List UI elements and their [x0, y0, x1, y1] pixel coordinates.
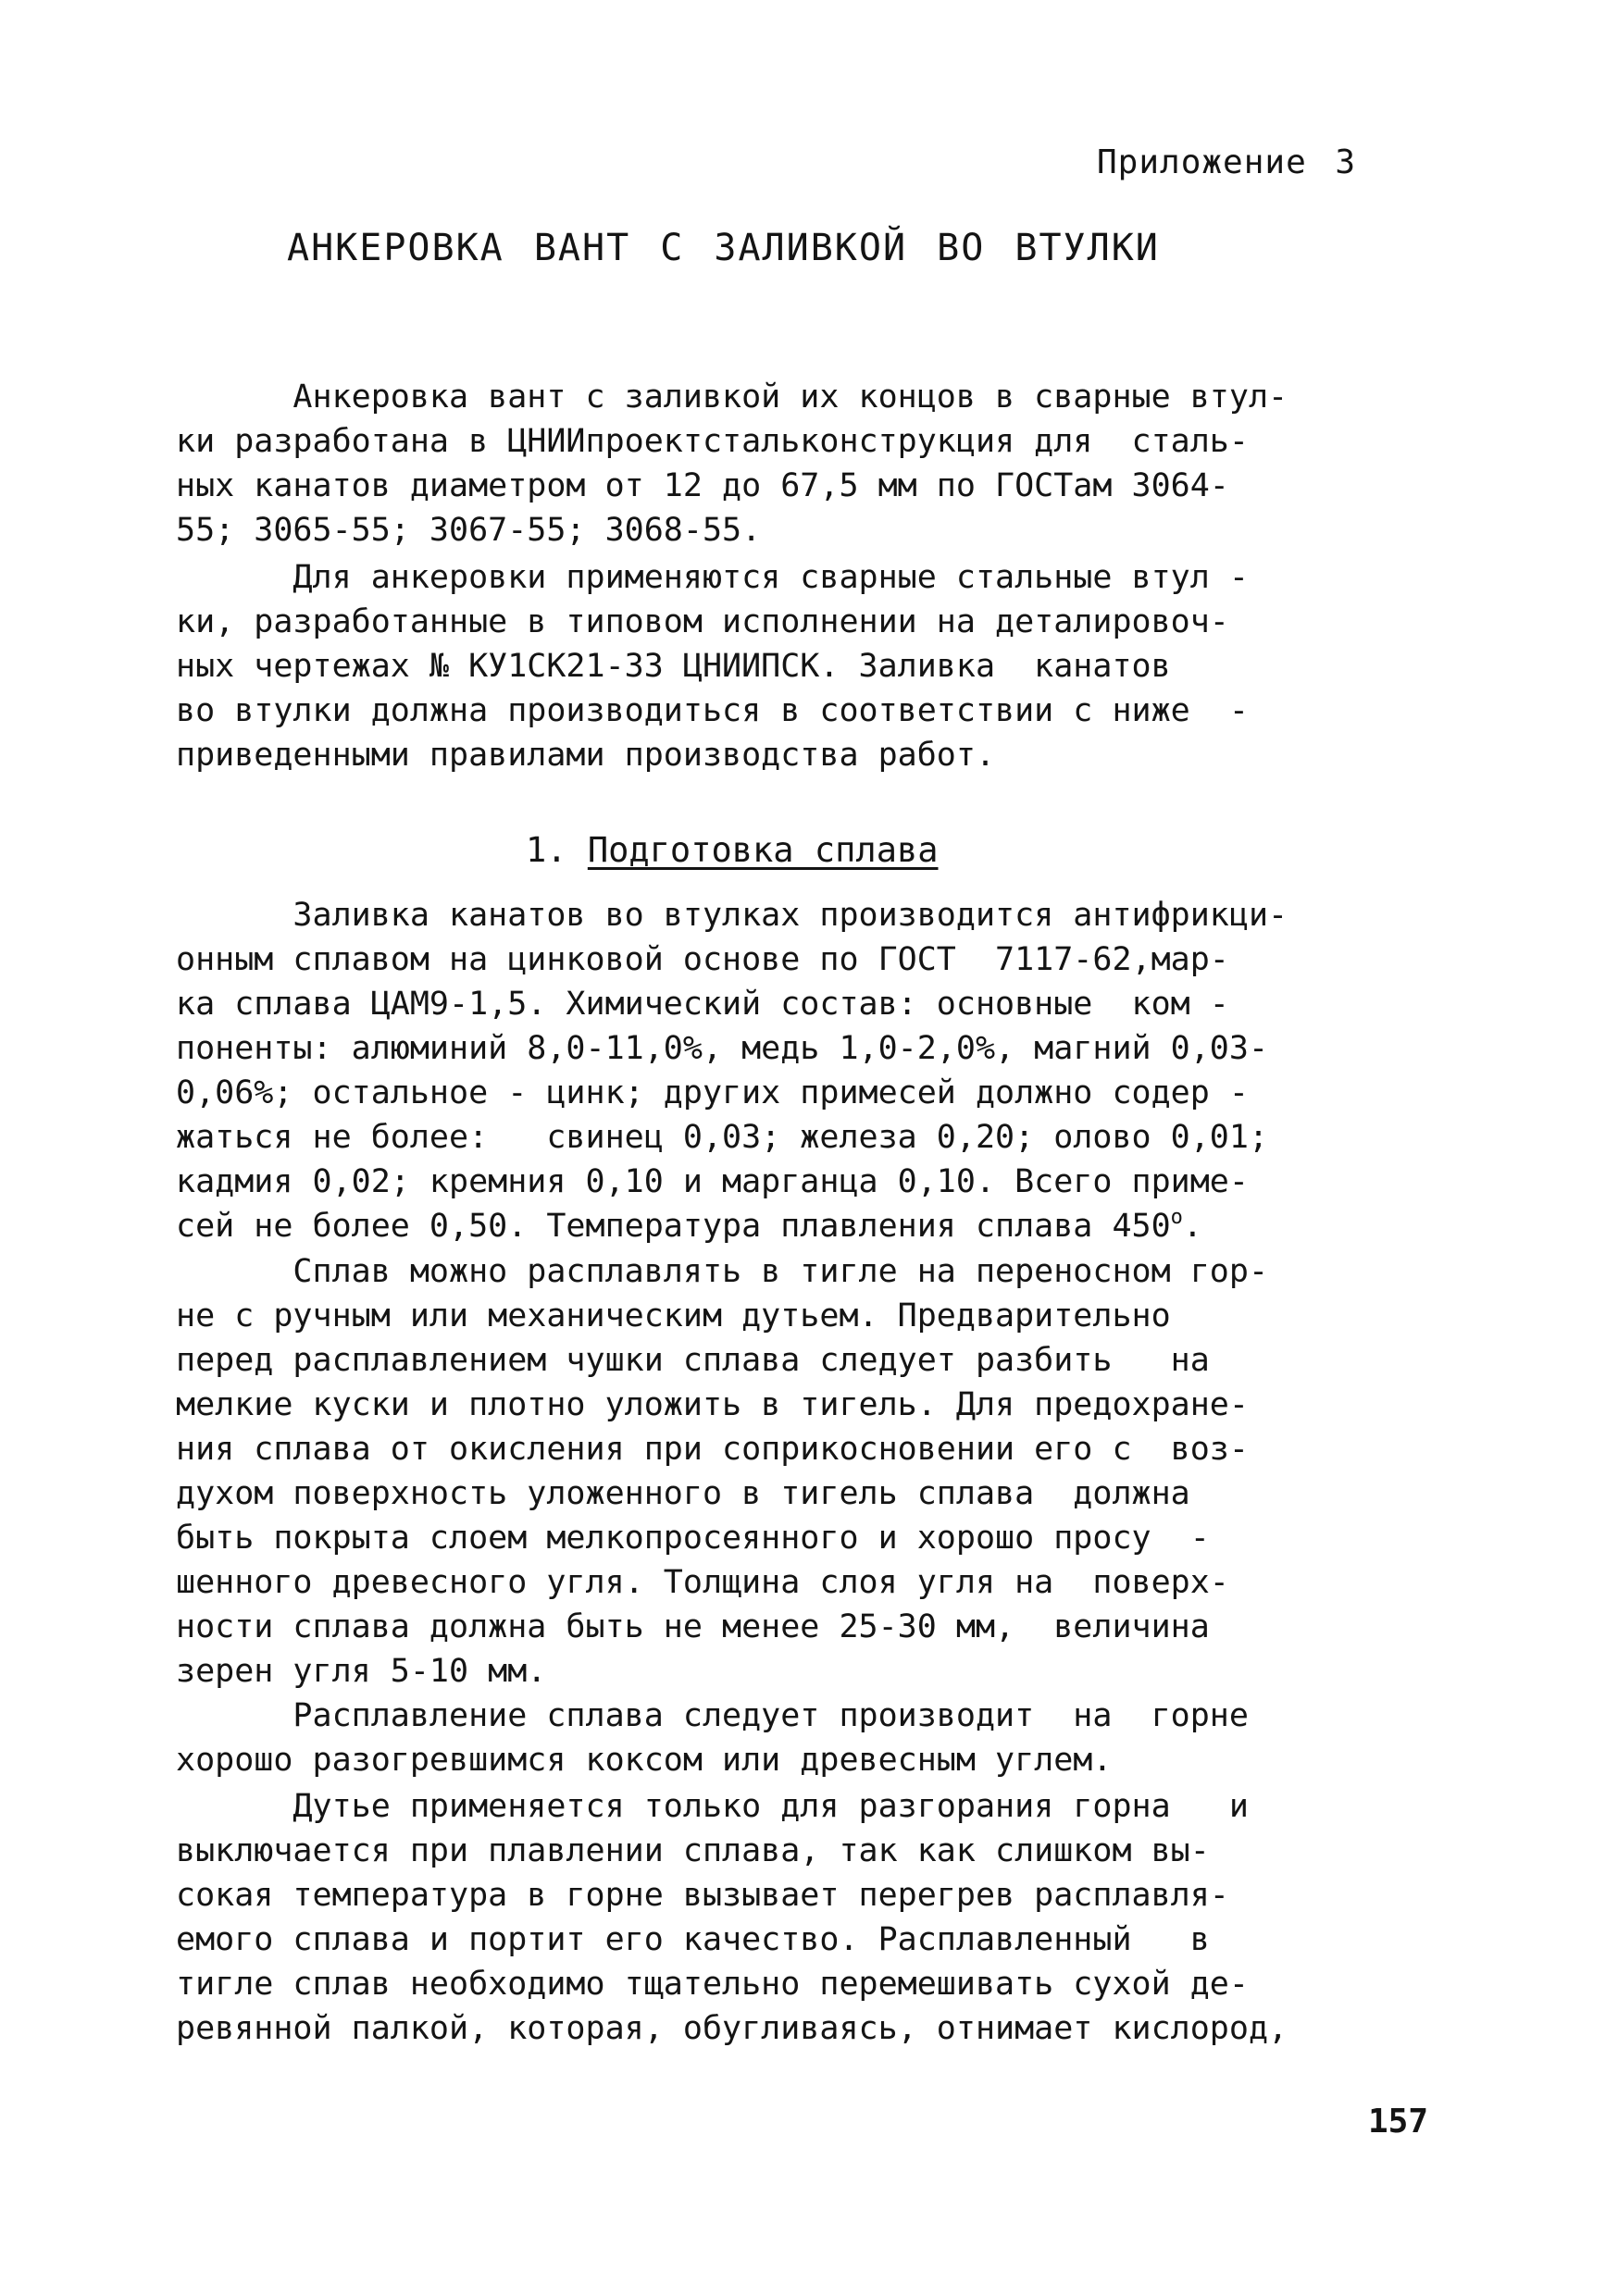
- melting-temperature-text: сей не более 0,50. Температура плавления сплава 450: [176, 1208, 1171, 1245]
- text-line: ревянной палкой, которая, обугливаясь, отнимает кислород,: [176, 2010, 1288, 2047]
- text-line: поненты: алюминий 8,0-11,0%, медь 1,0-2,0%, магний 0,03-: [176, 1030, 1269, 1067]
- text-line: Заливка канатов во втулках производится антифрикци-: [176, 897, 1288, 934]
- section-paragraph-4: [176, 1784, 1453, 2051]
- text-line: 0,06%; остальное - цинк; других примесей должно содер -: [176, 1074, 1249, 1111]
- text-line: емого сплава и портит его качество. Расплавленный в: [176, 1921, 1210, 1958]
- intro-paragraph-2: [176, 555, 1453, 777]
- text-line: Расплавление сплава следует производит на горне: [176, 1697, 1249, 1734]
- section-title: Подготовка сплава: [587, 830, 939, 870]
- text-line: быть покрыта слоем мелкопросеянного и хорошо просу -: [176, 1520, 1210, 1557]
- text-line: ки разработана в ЦНИИпроектстальконструкция для сталь-: [176, 423, 1249, 460]
- text-line: жаться не более: свинец 0,03; железа 0,20; олово 0,01;: [176, 1119, 1269, 1156]
- text-line: приведенными правилами производства работ.: [176, 737, 996, 774]
- text-line: перед расплавлением чушки сплава следует разбить на: [176, 1342, 1210, 1379]
- section-paragraph-3: [176, 1694, 1453, 1782]
- text-line: духом поверхность уложенного в тигель сплава должна: [176, 1475, 1190, 1512]
- text-line: шенного древесного угля. Толщина слоя угля на поверх-: [176, 1564, 1229, 1601]
- text-line: хорошо разогревшимся коксом или древесным углем.: [176, 1742, 1113, 1779]
- degree-sign: о: [1170, 1206, 1183, 1229]
- text-line: [176, 1204, 1453, 1248]
- text-line: ности сплава должна быть не менее 25-30 мм, величина: [176, 1608, 1210, 1645]
- document-title: АНКЕРОВКА ВАНТ С ЗАЛИВКОЙ ВО ВТУЛКИ: [287, 227, 1160, 269]
- text-line: ных чертежах № КУ1СК21-33 ЦНИИПСК. Заливка канатов: [176, 648, 1171, 685]
- intro-paragraph-1: [176, 375, 1453, 552]
- text-line: выключается при плавлении сплава, так как слишком вы-: [176, 1832, 1210, 1869]
- text-line: Анкеровка вант с заливкой их концов в сварные втул-: [176, 379, 1288, 416]
- text-line: кадмия 0,02; кремния 0,10 и марганца 0,10. Всего приме-: [176, 1163, 1249, 1200]
- page-number: 157: [1368, 2103, 1429, 2141]
- text-line: Сплав можно расплавлять в тигле на переносном гор-: [176, 1253, 1269, 1290]
- text-line: Для анкеровки применяются сварные стальные втул -: [176, 559, 1249, 596]
- text-line: сокая температура в горне вызывает перегрев расплавля-: [176, 1877, 1229, 1914]
- text-line: во втулки должна производиться в соответствии с ниже -: [176, 692, 1249, 729]
- text-line: мелкие куски и плотно уложить в тигель. Для предохране-: [176, 1386, 1249, 1423]
- text-line: ки, разработанные в типовом исполнении на деталировоч-: [176, 603, 1229, 640]
- text-line: Дутье применяется только для разгорания горна и: [176, 1788, 1249, 1825]
- text-line: зерен угля 5-10 мм.: [176, 1653, 547, 1690]
- sentence-end: .: [1182, 1208, 1202, 1245]
- text-line: тигле сплав необходимо тщательно перемешивать сухой де-: [176, 1966, 1249, 2003]
- text-line: ных канатов диаметром от 12 до 67,5 мм по ГОСТам 3064-: [176, 467, 1229, 504]
- section-number: 1.: [526, 830, 588, 870]
- text-line: ния сплава от окисления при соприкосновении его с воз-: [176, 1431, 1249, 1468]
- text-line: не с ручным или механическим дутьем. Предварительно: [176, 1297, 1171, 1334]
- text-line: 55; 3065-55; 3067-55; 3068-55.: [176, 512, 762, 549]
- text-line: онным сплавом на цинковой основе по ГОСТ 7117-62,мар-: [176, 941, 1229, 978]
- section-paragraph-1: [176, 893, 1453, 1248]
- text-line: ка сплава ЦАМ9-1,5. Химический состав: основные ком -: [176, 986, 1229, 1023]
- section-heading: [526, 828, 939, 873]
- section-paragraph-2: [176, 1249, 1453, 1694]
- appendix-label: Приложение 3: [1097, 143, 1357, 181]
